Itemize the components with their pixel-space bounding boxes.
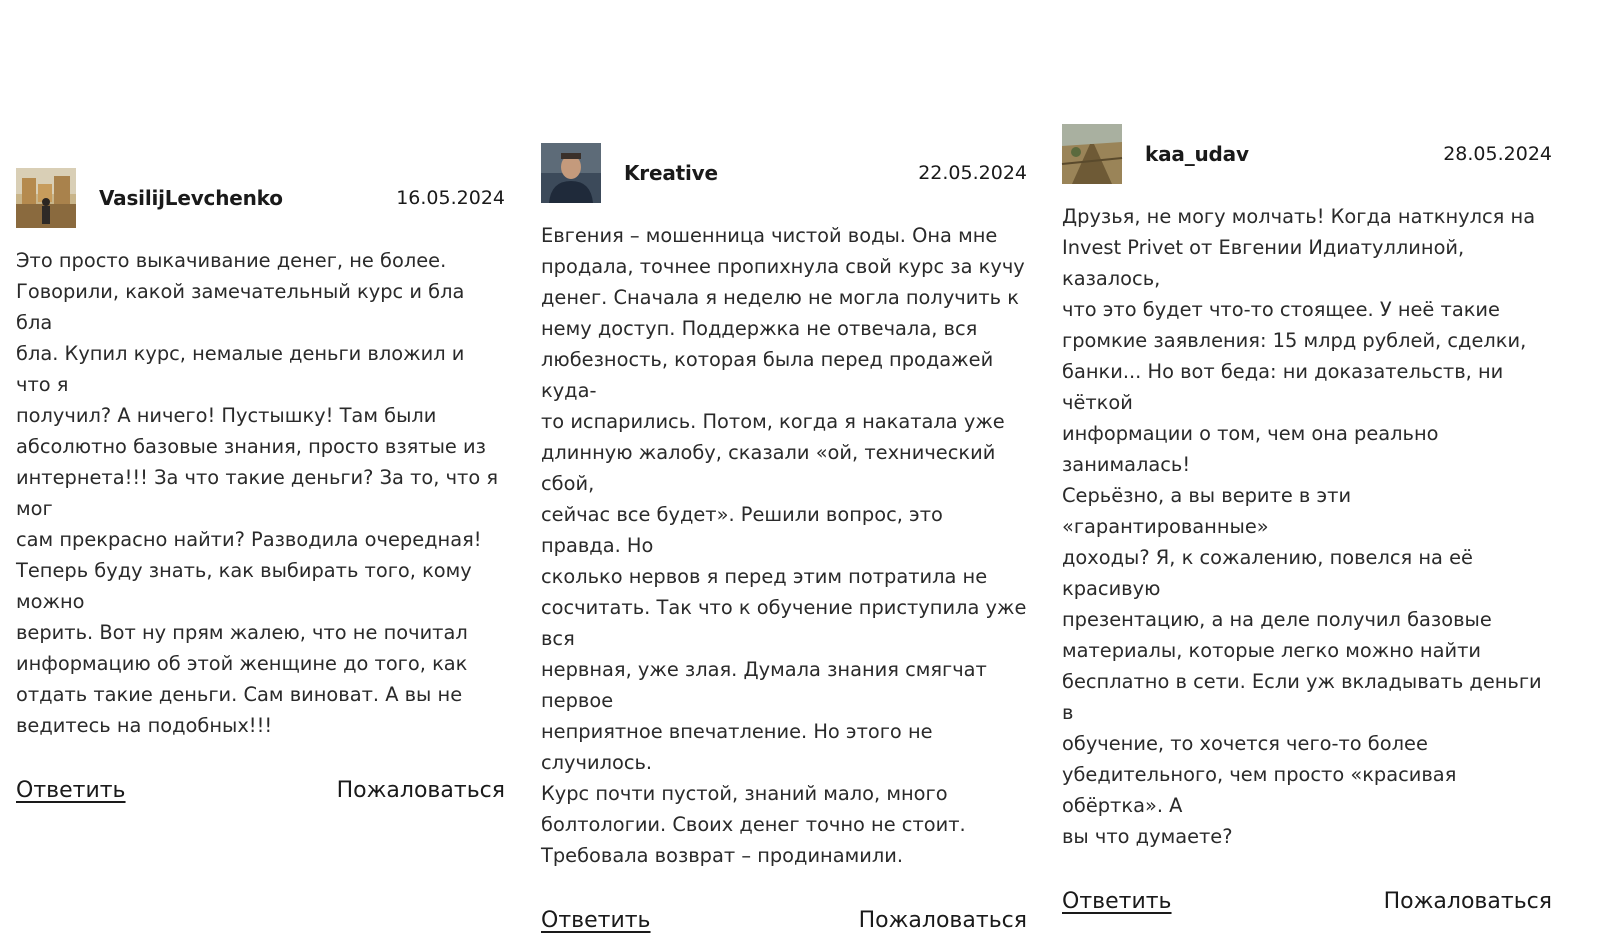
username[interactable]: VasilijLevchenko — [99, 186, 283, 210]
reply-link[interactable]: Ответить — [16, 778, 126, 803]
review-card — [1062, 123, 1552, 914]
review-header — [1062, 123, 1552, 185]
review-date: 22.05.2024 — [918, 162, 1027, 184]
review-actions — [1062, 889, 1552, 914]
report-link[interactable]: Пожаловаться — [336, 778, 505, 803]
review-text: Евгения – мошенница чистой воды. Она мне продала, точнее пропихнула свой курс за кучу денег. Сначала я неделю не могла получить к нему доступ. Поддержка не отвечала, вся любезность, которая была перед продажей куда- то испарились. Потом, когда я накатала уже длинную жалобу, сказали «ой, технический сбой, сейчас все будет». Решили вопрос, это правда. Но сколько нервов я перед этим потратила не сосчитать. Так что к обучение приступила уже вся нервная, уже злая. Думала знания смягчат первое неприятное впечатление. Но этого не случилось. Курс почти пустой, знаний мало, много болтологии. Своих денег точно не стоит. Требовала возврат – продинамили. — [541, 224, 1027, 867]
report-link[interactable]: Пожаловаться — [1383, 889, 1552, 914]
review-header — [541, 142, 1027, 204]
user-photo-avatar-icon — [541, 143, 601, 203]
user-photo-avatar-icon — [1062, 124, 1122, 184]
review-text: Друзья, не могу молчать! Когда наткнулся на Invest Privet от Евгении Идиатуллиной, казалось, что это будет что-то стоящее. У неё такие громкие заявления: 15 млрд рублей, сделки, банки... Но вот беда: ни доказательств, ни чёткой информации о том, чем она реально занималась! Серьёзно, а вы верите в эти «гарантированные» доходы? Я, к сожалению, повелся на её красивую презентацию, а на деле получил базовые материалы, которые легко можно найти бесплатно в сети. Если уж вкладывать деньги в обучение, то хочется чего-то более убедительного, чем просто «красивая обёртка». А вы что думаете? — [1062, 205, 1542, 848]
report-link[interactable]: Пожаловаться — [858, 908, 1027, 933]
username[interactable]: Kreative — [624, 161, 718, 185]
review-date: 16.05.2024 — [396, 187, 505, 209]
username[interactable]: kaa_udav — [1145, 142, 1249, 166]
review-actions — [541, 908, 1027, 933]
review-header — [16, 167, 505, 229]
avatar[interactable] — [541, 143, 601, 203]
review-text: Это просто выкачивание денег, не более. Говорили, какой замечательный курс и бла бла бла. Купил курс, немалые деньги вложил и что я получил? А ничего! Пустышку! Там были абсолютно базовые знания, просто взятые из интернета!!! За что такие деньги? За то, что я мог сам прекрасно найти? Разводила очередная! Теперь буду знать, как выбирать того, кому можно верить. Вот ну прям жалею, что не почитал информацию об этой женщине до того, как отдать такие деньги. Сам виноват. А вы не ведитесь на подобных!!! — [16, 249, 499, 737]
review-card — [16, 167, 505, 803]
review-actions — [16, 778, 505, 803]
user-photo-avatar-icon — [16, 168, 76, 228]
reply-link[interactable]: Ответить — [1062, 889, 1172, 914]
review-date: 28.05.2024 — [1443, 143, 1552, 165]
review-card — [541, 142, 1027, 933]
avatar[interactable] — [1062, 124, 1122, 184]
avatar[interactable] — [16, 168, 76, 228]
reply-link[interactable]: Ответить — [541, 908, 651, 933]
